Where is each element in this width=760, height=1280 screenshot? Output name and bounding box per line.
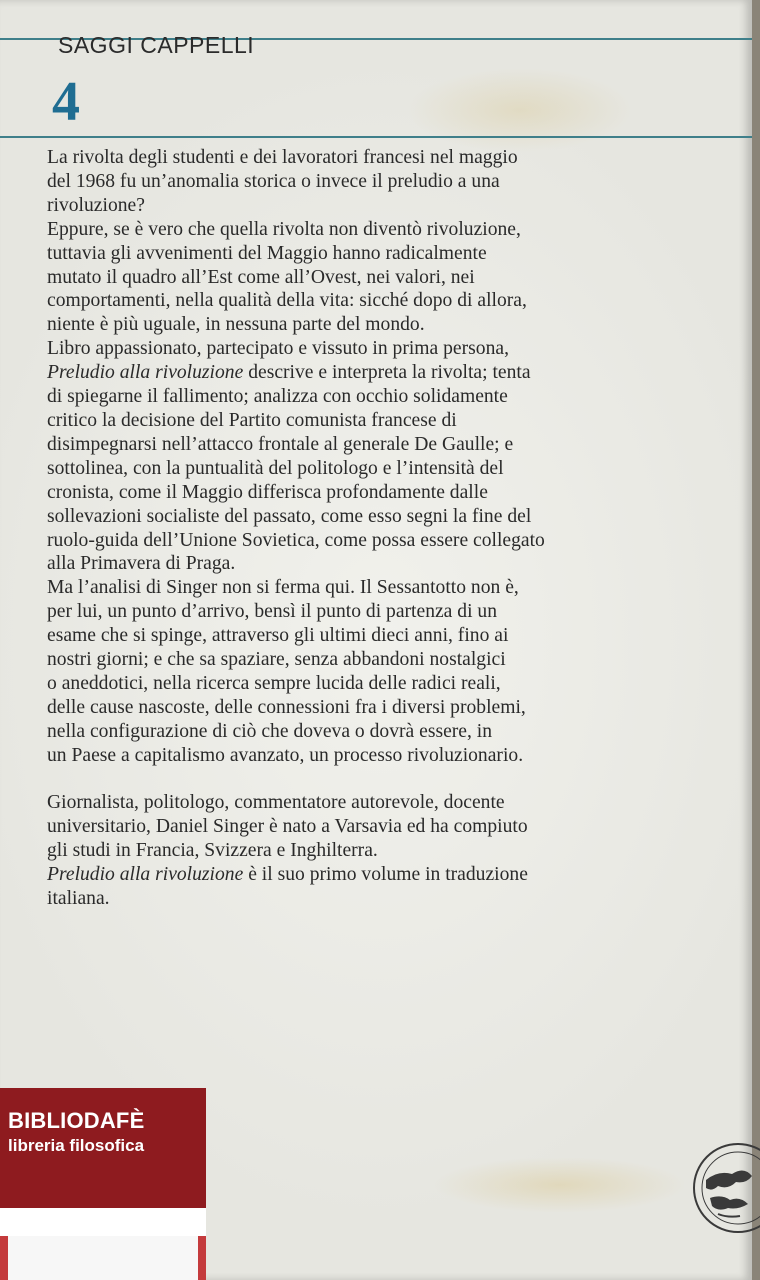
header-rule (0, 136, 752, 138)
text-line: di spiegarne il fallimento; analizza con occhio solidamente (47, 386, 508, 408)
text-fragment: descrive e interpreta la rivolta; tenta (248, 362, 531, 384)
bio-line (47, 863, 697, 887)
text-line: rivoluzione? (47, 194, 145, 216)
text-line: delle cause nascoste, delle connessioni fra i diversi problemi, (47, 696, 526, 718)
text-line: mutato il quadro all’Est come all’Ovest, nei valori, nei (47, 266, 475, 288)
series-name: SAGGI CAPPELLI (58, 32, 255, 58)
bio-line: italiana. (47, 888, 110, 910)
text-line: La rivolta degli studenti e dei lavoratori francesi nel maggio (47, 147, 518, 168)
text-line (47, 361, 697, 385)
text-line: sollevazioni socialiste del passato, come esso segni la fine del (47, 505, 532, 527)
text-line: niente è più uguale, in nessuna parte del mondo. (47, 314, 425, 336)
bookstore-sticker (0, 1088, 206, 1280)
text-line: Ma l’analisi di Singer non si ferma qui. Il Sessantotto non è, (47, 577, 519, 599)
text-line: esame che si spinge, attraverso gli ultimi dieci anni, fino ai (47, 625, 509, 647)
text-line: ruolo-guida dell’Unione Sovietica, come possa essere collegato (47, 529, 545, 551)
text-line: disimpegnarsi nell’attacco frontale al generale De Gaulle; e (47, 433, 514, 455)
text-line: sottolinea, con la puntualità del politologo e l’intensità del (47, 457, 504, 479)
text-line: un Paese a capitalismo avanzato, un processo rivoluzionario. (47, 744, 524, 766)
text-line: Libro appassionato, partecipato e vissuto in prima persona, (47, 338, 509, 360)
text-line: critico la decisione del Partito comunista francese di (47, 409, 457, 431)
sticker-red-block (0, 1088, 206, 1208)
bio-line: gli studi in Francia, Svizzera e Inghilterra. (47, 840, 378, 862)
sticker-title: BIBLIODAFÈ (8, 1108, 145, 1133)
text-line: o aneddotici, nella ricerca sempre lucida delle radici reali, (47, 672, 501, 694)
series-number: 4 (52, 71, 80, 133)
globe-emblem-icon (688, 1140, 760, 1236)
text-line: per lui, un punto d’arrivo, bensì il punto di partenza di un (47, 601, 498, 623)
book-title: Preludio alla rivoluzione (47, 362, 244, 384)
sticker-subtitle: libreria filosofica (8, 1136, 145, 1155)
text-line: nella configurazione di ciò che doveva o dovrà essere, in (47, 720, 493, 742)
text-line: tuttavia gli avvenimenti del Maggio hanno radicalmente (47, 242, 487, 264)
bio-line: universitario, Daniel Singer è nato a Varsavia ed ha compiuto (47, 816, 528, 838)
text-line: Eppure, se è vero che quella rivolta non diventò rivoluzione, (47, 218, 521, 240)
text-line: del 1968 fu un’anomalia storica o invece il preludio a una (47, 170, 500, 192)
text-line: comportamenti, nella qualità della vita: sicché dopo di allora, (47, 290, 527, 312)
text-line: alla Primavera di Praga. (47, 553, 236, 575)
paragraph-gap (47, 768, 697, 792)
sticker-stripe (0, 1236, 206, 1280)
text-line: cronista, come il Maggio differisca profondamente dalle (47, 481, 488, 503)
text-fragment: è il suo primo volume in traduzione (248, 864, 528, 886)
bio-line: Giornalista, politologo, commentatore autorevole, docente (47, 792, 505, 814)
text-line: nostri giorni; e che sa spaziare, senza abbandoni nostalgici (47, 649, 506, 671)
blurb-text (47, 146, 697, 911)
book-title: Preludio alla rivoluzione (47, 864, 244, 886)
